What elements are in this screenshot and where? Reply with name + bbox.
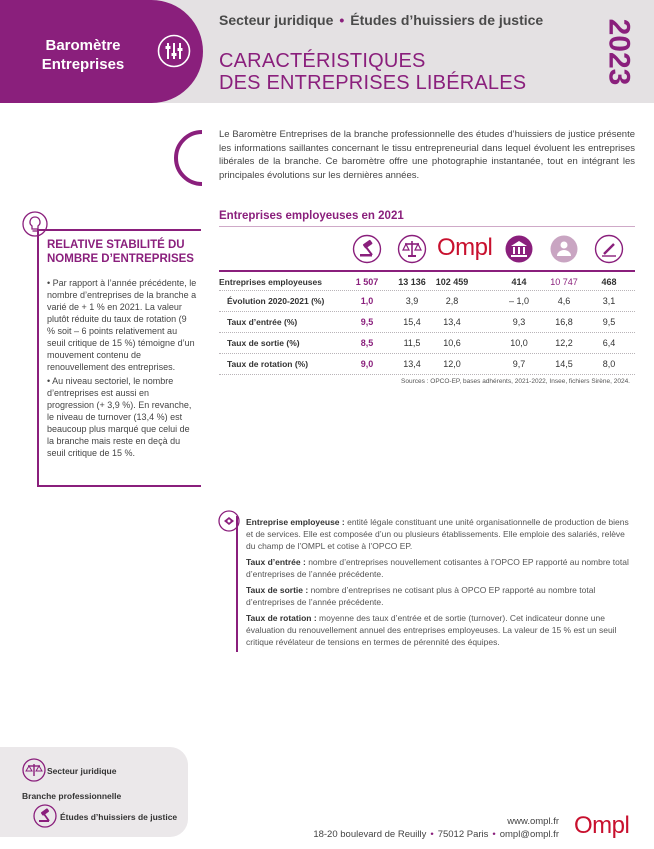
table-cell: 4,6 (557, 296, 571, 306)
badge-title (18, 36, 148, 74)
table-cell: 2,8 (445, 296, 459, 306)
footer-address: 18-20 boulevard de Reuilly • 75012 Paris • ompl@ompl.fr (313, 829, 559, 840)
ompl-logo: Ompl (437, 234, 493, 261)
table-cell: 414 (511, 277, 527, 287)
definition-term: Taux d’entrée : (246, 557, 306, 567)
title-line-2: DES ENTREPRISES LIBÉRALES (219, 72, 527, 94)
gavel-icon (352, 234, 382, 264)
pen-icon (594, 234, 624, 264)
footer-ompl-logo: Ompl (574, 812, 630, 839)
table-cell: – 1,0 (508, 296, 530, 306)
sidebar-title (47, 238, 197, 266)
table-cell: 8,0 (602, 359, 616, 369)
definition-item (246, 584, 634, 608)
badge-line-1: Baromètre (45, 37, 121, 54)
table-cell: 1 507 (355, 277, 379, 287)
table-cell: 12,0 (443, 359, 461, 369)
definition-term: Taux de sortie : (246, 585, 309, 595)
page-title (219, 50, 526, 94)
person-icon (549, 234, 579, 264)
footer-email[interactable]: ompl@ompl.fr (499, 829, 559, 840)
legend-branche: Branche professionnelle (22, 791, 122, 801)
row-label: Taux d’entrée (%) (227, 317, 298, 327)
footer-city: 75012 Paris (437, 829, 489, 840)
table-cell: 10 747 (550, 277, 578, 287)
table-cell: 9,5 (602, 317, 616, 327)
definition-text: entité légale constituant une unité organisationnelle de production de biens et de services. Elle est composée d’un ou plusieurs établissements. Elle emploie des salariés, relève du champ de l’OMPL et cotise à l’OPCO EP. (246, 517, 629, 551)
year-label (596, 10, 642, 94)
sidebar-paragraph: • Par rapport à l’année précédente, le nombre d’entreprises de la branche a varié de + 1 % en 2021. La valeur plutôt réduite du taux de rotation (9 % soit – 6 points relativement au seuil critique de 15 %) témoigne d’un mouvement contenu de renouvellement des entreprises. (47, 278, 197, 372)
table-row (219, 333, 635, 354)
table-cell: 14,5 (555, 359, 573, 369)
sidebar-paragraph: • Au niveau sectoriel, le nombre d’entreprises est aussi en progression (+ 3,9 %). En revanche, le niveau de turnover (13,4 %) est beaucoup plus marqué que celui de la branche mais reste en deçà du seuil critique de 15 %. (47, 376, 192, 458)
definition-text: moyenne des taux d’entrée et de sortie (turnover). Cet indicateur donne une évaluation du renouvellement annuel des entreprises employeuses. La valeur de 15 % est un seuil critique révélateur de tensions en termes de pérennité des équipes. (246, 613, 617, 647)
year-text: 2023 (602, 18, 636, 86)
crumb-branch: Études d’huissiers de justice (350, 12, 544, 28)
sliders-icon (157, 34, 191, 68)
definition-text: nombre d’entreprises nouvellement cotisantes à l’OPCO EP rapporté au nombre total d’entreprises de l’année précédente. (246, 557, 629, 579)
table-cell: 16,8 (555, 317, 573, 327)
table-cell: 9,3 (512, 317, 526, 327)
table-cell: 102 459 (435, 277, 469, 287)
scales-icon (22, 758, 46, 782)
bank-icon (504, 234, 534, 264)
definition-item (246, 516, 634, 552)
definition-item (246, 612, 634, 648)
table-cell: 13,4 (403, 359, 421, 369)
footer-street: 18-20 boulevard de Reuilly (313, 829, 427, 840)
scales-icon (397, 234, 427, 264)
table-cell: 6,4 (602, 338, 616, 348)
definition-item (246, 556, 634, 580)
sidebar-title-line-1: RELATIVE STABILITÉ DU (47, 239, 185, 251)
table-cell: 13 136 (398, 277, 426, 287)
title-line-1: CARACTÉRISTIQUES (219, 50, 426, 72)
table-row (219, 354, 635, 375)
legend-etudes: Études d’huissiers de justice (60, 812, 178, 822)
gavel-icon (33, 804, 57, 828)
intro-bracket (172, 128, 212, 188)
table-cell: 468 (601, 277, 617, 287)
table-cell: 13,4 (443, 317, 461, 327)
table-sources: Sources : OPCO-EP, bases adhérents, 2021-2022, Insee, fichiers Sirène, 2024. (401, 378, 630, 385)
crumb-sector: Secteur juridique (219, 12, 334, 28)
table-cell: 10,6 (443, 338, 461, 348)
footer-website[interactable]: www.ompl.fr (507, 816, 559, 827)
table-title-rule (219, 226, 635, 227)
table-cell: 3,1 (602, 296, 616, 306)
table-cell: 9,0 (360, 359, 374, 369)
table-cell: 8,5 (360, 338, 374, 348)
definition-term: Entreprise employeuse : (246, 517, 345, 527)
row-label: Entreprises employeuses (219, 277, 322, 287)
definition-term: Taux de rotation : (246, 613, 317, 623)
intro-text: Le Baromètre Entreprises de la branche professionnelle des études d’huissiers de justice présente les informations saillantes concernant le tissu entrepreneurial dans lequel évoluent les entreprises libérales de la branche. Ce baromètre offre une photographie instantanée, tout en intégrant les principales évolutions sur les dernières années. (219, 129, 635, 181)
sidebar-text (47, 277, 197, 461)
breadcrumb: Secteur juridique • Études d’huissiers de justice (219, 12, 544, 28)
table-row (219, 270, 635, 291)
table-cell: 12,2 (555, 338, 573, 348)
badge-line-2: Entreprises (41, 56, 125, 73)
definition-text: nombre d’entreprises ne cotisant plus à OPCO EP rapporté au nombre total d’entreprises de l’année précédente. (246, 585, 596, 607)
row-label: Taux de rotation (%) (227, 359, 309, 369)
table-cell: 3,9 (405, 296, 419, 306)
table-cell: 9,5 (360, 317, 374, 327)
table-title: Entreprises employeuses en 2021 (219, 210, 404, 222)
table-row (219, 312, 635, 333)
table-cell: 1,0 (360, 296, 374, 306)
row-label: Évolution 2020-2021 (%) (227, 296, 325, 306)
definitions-block (236, 516, 634, 652)
table-cell: 11,5 (403, 338, 421, 348)
table-cell: 10,0 (510, 338, 528, 348)
sidebar-title-line-2: NOMBRE D’ENTREPRISES (47, 253, 194, 265)
table-row (219, 291, 635, 312)
row-label: Taux de sortie (%) (227, 338, 300, 348)
table-cell: 15,4 (403, 317, 421, 327)
table-cell: 9,7 (512, 359, 526, 369)
barometre-badge (0, 0, 203, 103)
legend-sector: Secteur juridique (47, 766, 117, 776)
